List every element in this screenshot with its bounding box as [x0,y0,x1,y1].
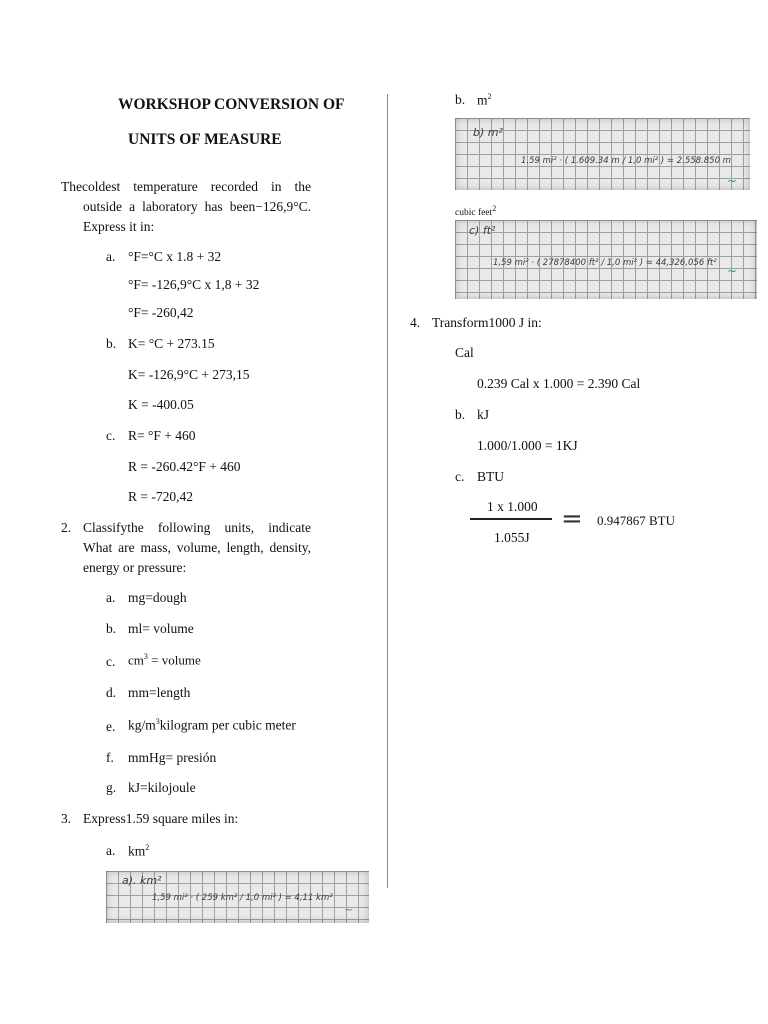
q1-c-result: R = -720,42 [128,489,193,504]
q2-b-text: ml= volume [128,621,194,636]
q4-frac-result: 0.947867 BTU [597,513,675,528]
q1-a-step: °F= -126,9°C x 1,8 + 32 [128,277,260,292]
q4-frac-denominator: 1.055J [494,530,530,545]
q3-c-label-text: cubic feet [455,208,493,219]
photo-c-expr: 1,59 mi² · ( 27878400 ft² / 1,0 mi² ) = 44,326,056 ft² [493,258,717,268]
photo-a-handwritten-km2 [106,871,369,923]
q2-f-marker: f. [106,750,114,765]
q3-b-marker: b. [455,92,466,107]
photo-b-check-icon: ~ [727,174,738,188]
q3-intro: Express1.59 square miles in: [83,811,239,826]
photo-b-label: b) m² [473,126,503,139]
q2-c-sup: 3 [143,652,148,661]
q4-c-label: BTU [477,469,504,484]
q4-b-marker: b. [455,407,466,422]
q2-number: 2. [61,520,72,535]
q1-c-formula: R= °F + 460 [128,428,196,443]
q2-f-text: mmHg= presión [128,750,217,765]
photo-c-check-icon: ~ [727,264,738,278]
q2-e-text [128,717,296,734]
q2-e-unit: kg/m [128,717,156,733]
q3-c-sup: 2 [492,204,497,213]
q2-g-text: kJ=kilojoule [128,780,196,795]
q4-cal-result: 0.239 Cal x 1.000 = 2.390 Cal [477,376,641,391]
photo-b-expr: 1.59 mi² · ( 1.609.34 m / 1,0 mi² ) = 2.558.850 m [521,156,731,166]
q4-number: 4. [410,315,421,330]
q2-c-unit: cm [128,652,144,668]
q1-c-marker: c. [106,428,116,443]
q3-number: 3. [61,811,72,826]
q4-b-label: kJ [477,407,490,422]
photo-c-handwritten-ft2 [455,220,757,299]
photo-a-label: a). km² [122,874,162,887]
q2-e-marker: e. [106,719,116,734]
q4-b-result: 1.000/1.000 = 1KJ [477,438,578,453]
q3-b-unit [477,92,492,109]
q1-intro [61,177,311,237]
q2-c-text [128,652,201,669]
q4-equals-sign: = [561,504,583,534]
q2-c-marker: c. [106,654,116,669]
q1-intro-text: Thecoldest temperature recorded in the outside a laboratory has been−126,9°C. Express it in: [61,179,311,234]
photo-a-check-icon: ~ [344,903,354,916]
title-line-1: WORKSHOP CONVERSION OF [118,96,345,113]
q4-intro: Transform1000 J in: [432,315,542,330]
q2-d-text: mm=length [128,685,191,700]
q1-c-step: R = -260.42°F + 460 [128,459,241,474]
q2-c-label: = volume [147,652,201,668]
q4-cal-label: Cal [455,345,474,360]
q1-b-result: K = -400.05 [128,397,194,412]
q1-b-step: K= -126,9°C + 273,15 [128,367,250,382]
q1-a-marker: a. [106,249,116,264]
q4-fraction-bar [470,518,552,520]
q4-c-marker: c. [455,469,465,484]
q1-a-result: °F= -260,42 [128,305,194,320]
q2-a-marker: a. [106,590,116,605]
photo-a-expr: 1,59 mi² · ( 259 km² / 1,0 mi² ) = 4,11 km² [152,893,333,903]
q2-e-label: kilogram per cubic meter [159,717,296,733]
column-divider [387,94,388,888]
q2-b-marker: b. [106,621,117,636]
q4-frac-numerator: 1 x 1.000 [487,499,538,514]
q3-a-unit [128,843,149,860]
q2-g-marker: g. [106,780,117,795]
q1-b-marker: b. [106,336,117,351]
q1-b-formula: K= °C + 273.15 [128,336,215,351]
q3-c-label [455,204,496,218]
q2-a-text: mg=dough [128,590,187,605]
q3-a-unit-text: km [128,843,146,859]
q3-a-sup: 2 [145,843,150,852]
q3-a-marker: a. [106,843,116,858]
q3-b-sup: 2 [487,92,492,101]
title-line-2: UNITS OF MEASURE [128,131,282,148]
q2-intro: Classifythe following units, indicate What are mass, volume, length, density, energy or pressure: [83,520,311,575]
q2-d-marker: d. [106,685,117,700]
q2-e-sup: 3 [155,717,160,726]
q1-a-formula: °F=°C x 1.8 + 32 [128,249,222,264]
q3-b-unit-text: m [477,92,488,108]
photo-b-handwritten-m2 [455,118,750,190]
photo-c-label: c) ft² [469,224,496,237]
